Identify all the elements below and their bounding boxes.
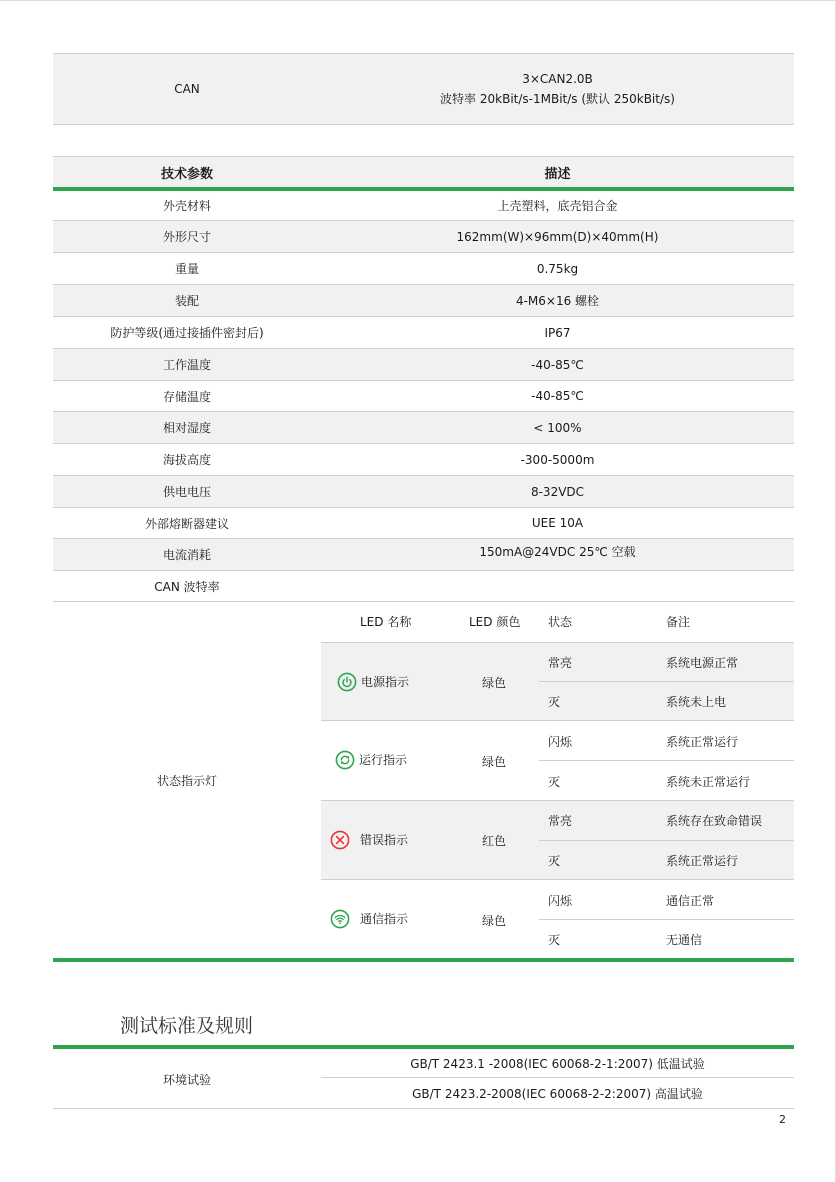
spec-label: 外形尺寸 (162, 230, 211, 244)
spec-value: UEE 10A (531, 516, 584, 530)
can-line-2: 波特率 20kBit/s-1MBit/s (默认 250kBit/s) (440, 92, 675, 106)
header-param: 技术参数 (160, 166, 213, 182)
table-row (53, 508, 794, 539)
can-label: CAN (174, 82, 200, 96)
led-note: 系统电源正常 (666, 655, 739, 670)
led-header-color: LED 颜色 (469, 615, 521, 629)
led-name-power (337, 671, 409, 692)
spec-label: 海拔高度 (162, 453, 211, 467)
led-note: 系统正常运行 (666, 853, 739, 868)
led-name-label: 运行指示 (359, 753, 408, 767)
spec-label: 供电电压 (162, 485, 211, 499)
spec-value: IP67 (544, 325, 571, 340)
refresh-icon (335, 750, 355, 770)
can-row (53, 53, 794, 125)
error-icon (330, 830, 350, 850)
spec-label: CAN 波特率 (154, 579, 220, 594)
led-section-label: 状态指示灯 (156, 774, 217, 788)
led-note: 系统未上电 (666, 694, 727, 709)
table-row (53, 412, 794, 444)
led-note: 通信正常 (666, 893, 715, 908)
table-row (53, 191, 794, 221)
led-note: 系统存在致命错误 (666, 813, 763, 828)
table-bottom-green-rule (53, 958, 794, 962)
led-name-comm (330, 908, 408, 929)
table-row (53, 285, 794, 317)
spec-label: 相对湿度 (162, 421, 211, 435)
led-color-run: 绿色 (482, 755, 507, 769)
led-state: 常亮 (548, 813, 573, 828)
spec-value: 0.75kg (536, 261, 579, 276)
spec-value (321, 571, 794, 601)
spec-value: 150mA@24VDC 25℃ 空载 (479, 545, 636, 559)
test-line-2: GB/T 2423.2-2008(IEC 60068-2-2:2007) 高温试验 (412, 1086, 703, 1101)
led-state: 闪烁 (548, 893, 573, 908)
can-description (321, 54, 794, 124)
led-state: 灭 (548, 932, 561, 947)
led-state: 灭 (548, 694, 561, 709)
spec-value: 上壳塑料，底壳铝合金 (497, 199, 618, 213)
led-color-error: 红色 (482, 834, 507, 848)
led-name-label: 通信指示 (360, 912, 409, 926)
spec-label: 存储温度 (162, 389, 211, 404)
led-name-error (330, 829, 408, 850)
table-row (53, 444, 794, 476)
led-header-state: 状态 (548, 615, 573, 629)
table-row (53, 349, 794, 381)
led-header-note: 备注 (666, 615, 691, 629)
spec-label: 防护等级(通过接插件密封后) (110, 326, 264, 340)
led-note: 无通信 (666, 932, 703, 947)
led-note: 系统正常运行 (666, 734, 739, 749)
test-label: 环境试验 (162, 1072, 211, 1087)
test-bottom-rule (53, 1108, 794, 1109)
led-state: 灭 (548, 853, 561, 868)
spec-value: 8-32VDC (530, 484, 585, 499)
led-state: 灭 (548, 774, 561, 789)
spec-value: 162mm(W)×96mm(D)×40mm(H) (456, 229, 659, 244)
page-number: 2 (779, 1113, 786, 1126)
table-row (53, 571, 794, 602)
led-state: 闪烁 (548, 734, 573, 749)
spec-table-header (53, 156, 794, 187)
wifi-icon (330, 909, 350, 929)
led-state: 常亮 (548, 655, 573, 670)
section-title: 测试标准及规则 (120, 1015, 254, 1037)
can-line-1: 3×CAN2.0B (522, 72, 593, 86)
spec-value: < 100% (533, 420, 582, 435)
spec-label: 装配 (174, 294, 199, 308)
table-row (53, 221, 794, 253)
led-color-comm: 绿色 (482, 914, 507, 928)
table-row (53, 539, 794, 571)
table-row (53, 317, 794, 349)
spec-value: -40-85℃ (531, 357, 584, 372)
spec-label: 外部熔断器建议 (144, 516, 229, 531)
spec-value: -40-85℃ (531, 389, 584, 403)
led-name-label: 错误指示 (360, 833, 409, 847)
header-desc: 描述 (544, 166, 571, 182)
spec-value: 4-M6×16 螺栓 (515, 294, 600, 308)
test-line-1: GB/T 2423.1 -2008(IEC 60068-2-1:2007) 低温试验 (321, 1049, 794, 1078)
spec-label: 电流消耗 (162, 548, 211, 562)
spec-label: 工作温度 (162, 358, 211, 372)
led-header-name: LED 名称 (360, 615, 412, 629)
power-icon (337, 672, 357, 692)
led-name-label: 电源指示 (361, 675, 410, 689)
led-name-run (335, 749, 407, 770)
led-color-power: 绿色 (482, 676, 507, 690)
led-note: 系统未正常运行 (666, 774, 751, 789)
spec-value: -300-5000m (520, 452, 595, 467)
table-row (53, 253, 794, 285)
table-row (53, 381, 794, 412)
table-row (53, 476, 794, 508)
spec-label: 重量 (174, 262, 199, 276)
spec-label: 外壳材料 (162, 199, 211, 213)
